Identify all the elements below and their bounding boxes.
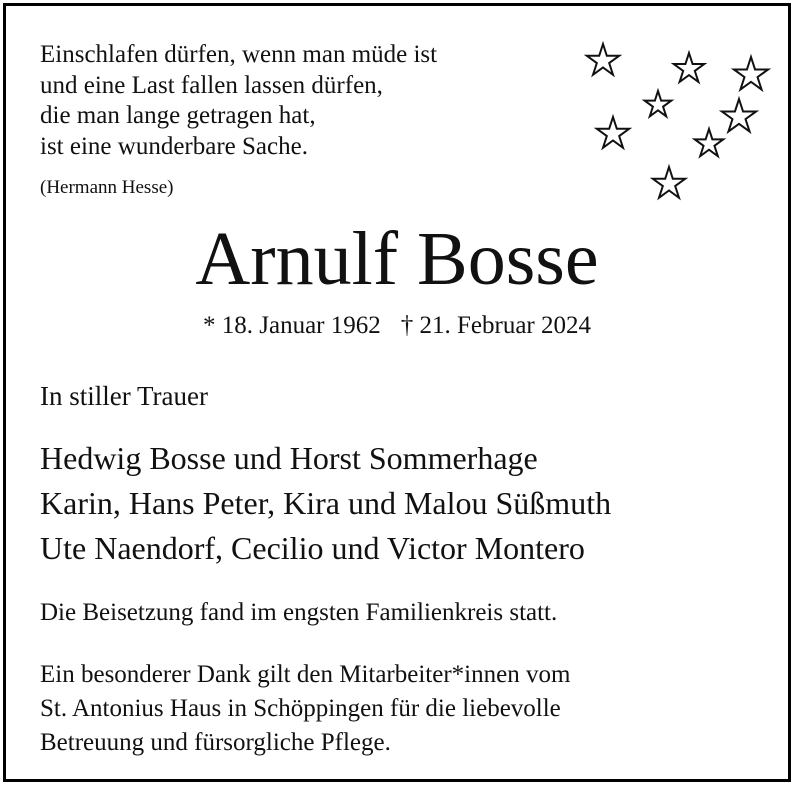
- deceased-name: Arnulf Bosse: [195, 217, 599, 301]
- star-icon: [587, 44, 619, 75]
- family-line: Hedwig Bosse und Horst Sommerhage: [40, 440, 538, 476]
- poem-line: Einschlafen dürfen, wenn man müde ist: [40, 41, 438, 68]
- thanks-note: [40, 658, 570, 760]
- poem-line: und eine Last fallen lassen dürfen,: [40, 71, 383, 99]
- thanks-line: St. Antonius Haus in Schöppingen für die liebevolle: [40, 695, 561, 722]
- obituary-notice: [3, 3, 791, 782]
- birth-date: * 18. Januar 1962: [203, 312, 381, 339]
- burial-note: Die Beisetzung fand im engsten Familienkreis statt.: [40, 599, 558, 626]
- mourning-intro: In stiller Trauer: [40, 381, 208, 411]
- star-icon: [674, 53, 704, 82]
- star-icon: [653, 167, 685, 198]
- poem-author: (Hermann Hesse): [40, 177, 174, 198]
- thanks-line: Ein besonderer Dank gilt den Mitarbeiter*innen vom: [40, 661, 571, 688]
- life-dates: [6, 312, 788, 340]
- stars-decoration: [566, 26, 786, 216]
- thanks-line: Betreuung und fürsorgliche Pflege.: [40, 729, 391, 756]
- star-icon: [695, 129, 724, 156]
- poem-line: die man lange getragen hat,: [40, 102, 316, 129]
- family-line: Karin, Hans Peter, Kira und Malou Süßmuth: [40, 485, 612, 521]
- star-icon: [722, 99, 756, 132]
- family-line: Ute Naendorf, Cecilio und Victor Montero: [40, 530, 585, 566]
- family-list: [40, 436, 611, 571]
- poem-line: ist eine wunderbare Sache.: [40, 132, 308, 160]
- star-icon: [597, 117, 629, 148]
- poem: [40, 40, 437, 162]
- star-icon: [734, 57, 768, 90]
- death-date: † 21. Februar 2024: [400, 312, 591, 339]
- star-icon: [645, 91, 672, 116]
